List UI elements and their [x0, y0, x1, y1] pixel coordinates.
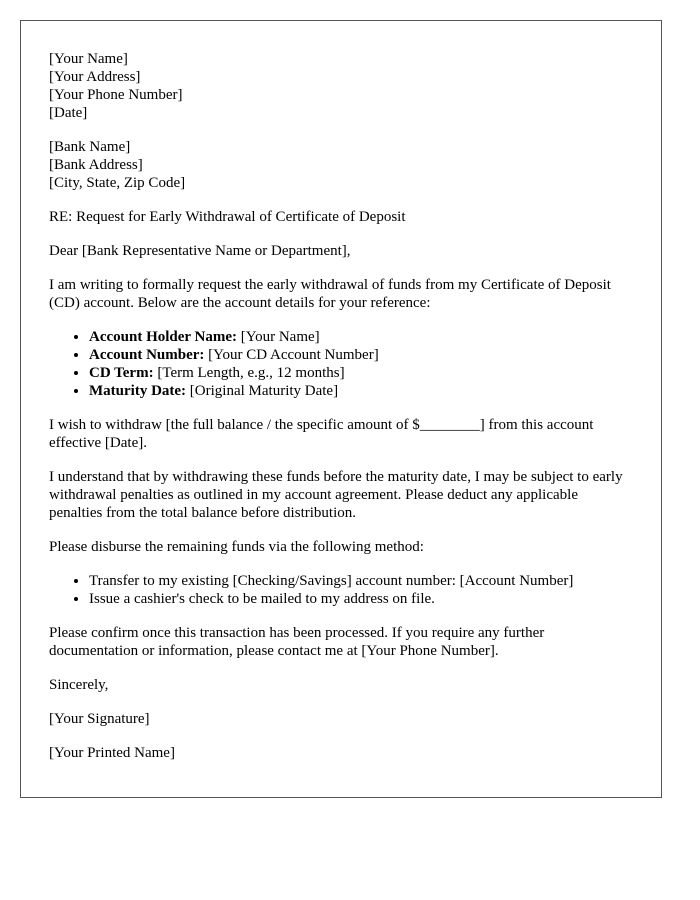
sender-phone: [Your Phone Number] [49, 87, 183, 103]
closing: Sincerely, [49, 677, 109, 693]
sender-block [49, 50, 633, 122]
detail-label: CD Term: [89, 365, 154, 381]
detail-value: [Your Name] [237, 329, 320, 345]
recipient-block [49, 138, 633, 192]
bank-city-state-zip: [City, State, Zip Code] [49, 175, 186, 191]
sender-address: [Your Address] [49, 69, 141, 85]
list-item [89, 328, 633, 346]
intro-paragraph: I am writing to formally request the early withdrawal of funds from my Certificate of Deposit (CD) account. Below are the account details for your reference: [49, 277, 611, 311]
detail-value: [Your CD Account Number] [204, 347, 379, 363]
printed-name: [Your Printed Name] [49, 745, 175, 761]
detail-label: Account Number: [89, 347, 205, 363]
list-item [89, 364, 633, 382]
account-details-list [49, 328, 633, 400]
disburse-methods-list [49, 572, 633, 608]
withdraw-paragraph: I wish to withdraw [the full balance / the specific amount of $________] from this account effective [Date]. [49, 417, 594, 451]
detail-value: [Term Length, e.g., 12 months] [153, 365, 345, 381]
list-item: • Issue a cashier's check to be mailed to my address on file. [89, 590, 633, 608]
sender-name: [Your Name] [49, 51, 128, 67]
letter-page [20, 20, 662, 798]
detail-label: Account Holder Name: [89, 329, 238, 345]
signature: [Your Signature] [49, 711, 150, 727]
salutation: Dear [Bank Representative Name or Department], [49, 243, 351, 259]
detail-value: [Original Maturity Date] [186, 383, 339, 399]
list-item [89, 346, 633, 364]
subject-line: RE: Request for Early Withdrawal of Certificate of Deposit [49, 209, 406, 225]
bank-name: [Bank Name] [49, 139, 131, 155]
bank-address: [Bank Address] [49, 157, 143, 173]
list-item: • Transfer to my existing [Checking/Savings] account number: [Account Number] [89, 572, 633, 590]
penalty-paragraph: I understand that by withdrawing these funds before the maturity date, I may be subject to early withdrawal penalties as outlined in my account agreement. Please deduct any applicable penalties from the total balance before distribution. [49, 469, 623, 521]
disburse-paragraph: Please disburse the remaining funds via the following method: [49, 539, 424, 555]
list-item [89, 382, 633, 400]
confirm-paragraph: Please confirm once this transaction has been processed. If you require any further documentation or information, please contact me at [Your Phone Number]. [49, 625, 545, 659]
detail-label: Maturity Date: [89, 383, 187, 399]
letter-date: [Date] [49, 105, 88, 121]
